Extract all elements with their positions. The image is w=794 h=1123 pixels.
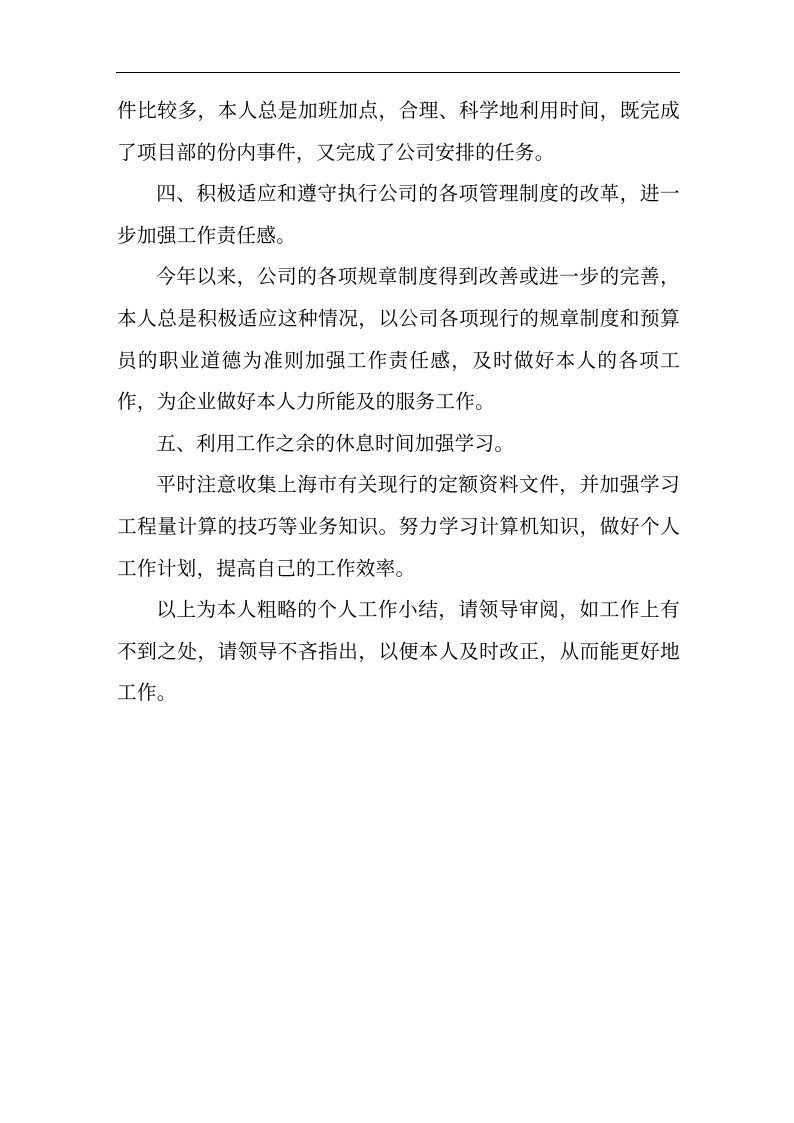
paragraph-continuation: 件比较多，本人总是加班加点，合理、科学地利用时间，既完成了项目部的份内事件，又完成了公司安排的任务。 [117,99,680,164]
paragraph-section-five-heading: 五、利用工作之余的休息时间加强学习。 [156,431,515,455]
paragraph-section-five-body: 平时注意收集上海市有关现行的定额资料文件，并加强学习工程量计算的技巧等业务知识。努力学习计算机知识，做好个人工作计划，提高自己的工作效率。 [117,473,680,580]
paragraph-section-four-heading: 四、积极适应和遵守执行公司的各项管理制度的改革，进一步加强工作责任感。 [117,182,680,247]
document-body [117,90,680,714]
header-rule [116,72,680,73]
paragraph-section-four-body: 今年以来，公司的各项规章制度得到改善或进一步的完善，本人总是积极适应这种情况，以公司各项现行的规章制度和预算员的职业道德为准则加强工作责任感，及时做好本人的各项工作，为企业做好本人力所能及的服务工作。 [117,265,680,414]
paragraph-closing: 以上为本人粗略的个人工作小结，请领导审阅，如工作上有不到之处，请领导不吝指出，以便本人及时改正，从而能更好地工作。 [117,598,680,705]
